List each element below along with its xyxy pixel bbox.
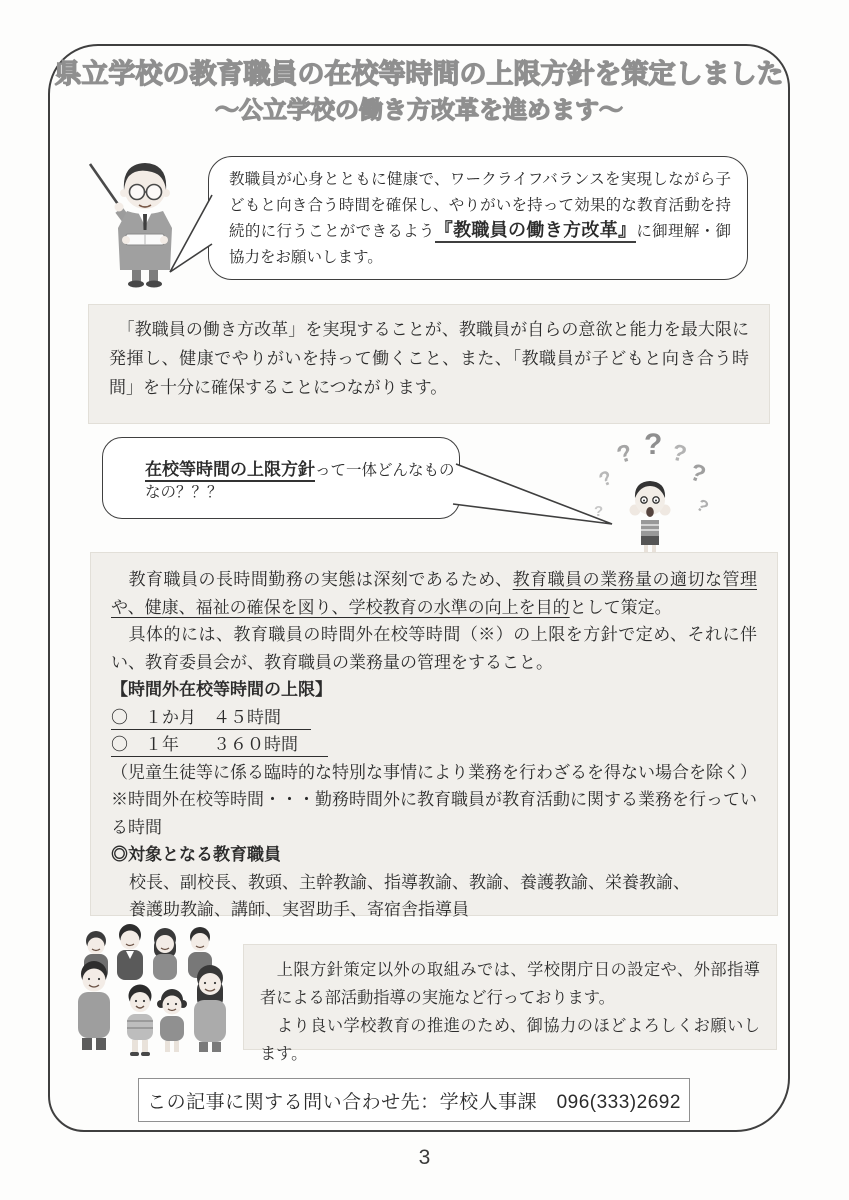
person-icon [78,961,110,1050]
question-mark-icon: ? [686,458,710,489]
teacher-speech-bubble [208,156,748,280]
person-icon [194,965,226,1052]
page-number: 3 [418,1146,431,1169]
target-staff-line-1: 校長、副校長、教頭、主幹教諭、指導教諭、教諭、養護教諭、栄養教諭、 [129,872,690,892]
question-mark-icon: ? [669,438,690,468]
limit-year: 〇 １年 ３６０時間 [111,731,757,759]
title-line-2: ～公立学校の働き方改革を進めます～ [215,97,623,125]
question-mark-icon: ? [594,503,604,520]
contact-box [138,1078,690,1122]
question-mark-icon: ? [595,466,616,492]
teacher-bubble-tail [166,192,214,278]
policy-paragraph-1: 教育職員の長時間勤務の実態は深刻であるため、教育職員の業務量の適切な管理や、健康、福祉の確保を図り、学校教育の水準の向上を目的として策定。 [111,570,757,617]
confused-person-illustration [586,424,718,562]
contact-text: この記事に関する問い合わせ先：学校人事課 096(333)2692 [147,1091,681,1113]
question-mark-icon: ? [613,439,636,470]
title-line-1: 県立学校の教育職員の在校等時間の上限方針を策定しました [54,59,784,89]
glasses-icon [130,185,145,200]
person-icon [117,924,143,980]
policy-box [90,552,778,919]
question-text: って一体どんなものなの？？？ [145,461,455,501]
question-mark-icon: ? [693,495,712,517]
intro-box [88,304,770,424]
limit-month: 〇 １か月 ４５時間 [111,704,757,732]
target-heading: ◎対象となる教育職員 [111,845,281,864]
other-initiatives-paragraph-2: より良い学校教育の推進のため、御協力のほどよろしくお願いします。 [260,1017,760,1063]
question-bubble [102,437,460,519]
family-group-illustration [64,918,238,1068]
person-icon [153,928,177,980]
policy-purpose-underline: 教育職員の業務量の適切な管理や、健康、福祉の確保を図り、学校教育の水準の向上を目的 [111,570,757,617]
work-reform-highlight: 『教職員の働き方改革』 [435,220,637,243]
policy-term-highlight: 在校等時間の上限方針 [145,460,315,482]
target-staff-line-2: 養護助教諭、講師、実習助手、寄宿舎指導員 [129,900,469,919]
note-definition: ※時間外在校等時間・・・勤務時間外に教育職員が教育活動に関する業務を行っている時間 [111,790,757,837]
other-initiatives-paragraph-1: 上限方針策定以外の取組みでは、学校閉庁日の設定や、外部指導者による部活動指導の実施など行っております。 [260,961,760,1007]
intro-text: 「教職員の働き方改革」を実現することが、教職員が自らの意欲と能力を最大限に発揮し、健康でやりがいを持って働くこと、また、「教職員が子どもと向き合う時間」を十分に確保することにつながります。 [109,320,749,397]
teacher-bubble-text: 教職員が心身とともに健康で、ワークライフバランスを実現しながら子どもと向き合う時間を確保し、やりがいを持って効果的な教育活動を持続的に行うことができるよう [229,171,731,240]
teacher-bubble-text-after: に御理解・御協力をお願いします。 [229,223,731,266]
question-mark-icon: ? [644,428,663,461]
note-exception: （児童生徒等に係る臨時的な特別な事情により業務を行わざるを得ない場合を除く） [111,762,757,782]
page-title [48,58,790,126]
policy-paragraph-2: 具体的には、教育職員の時間外在校等時間（※）の上限を方針で定め、それに伴い、教育委員会が、教育職員の業務量の管理をすること。 [111,625,757,672]
person-icon [127,985,153,1057]
other-initiatives-box [243,944,777,1063]
person-icon [157,989,187,1052]
limits-heading: 【時間外在校等時間の上限】 [111,680,332,699]
